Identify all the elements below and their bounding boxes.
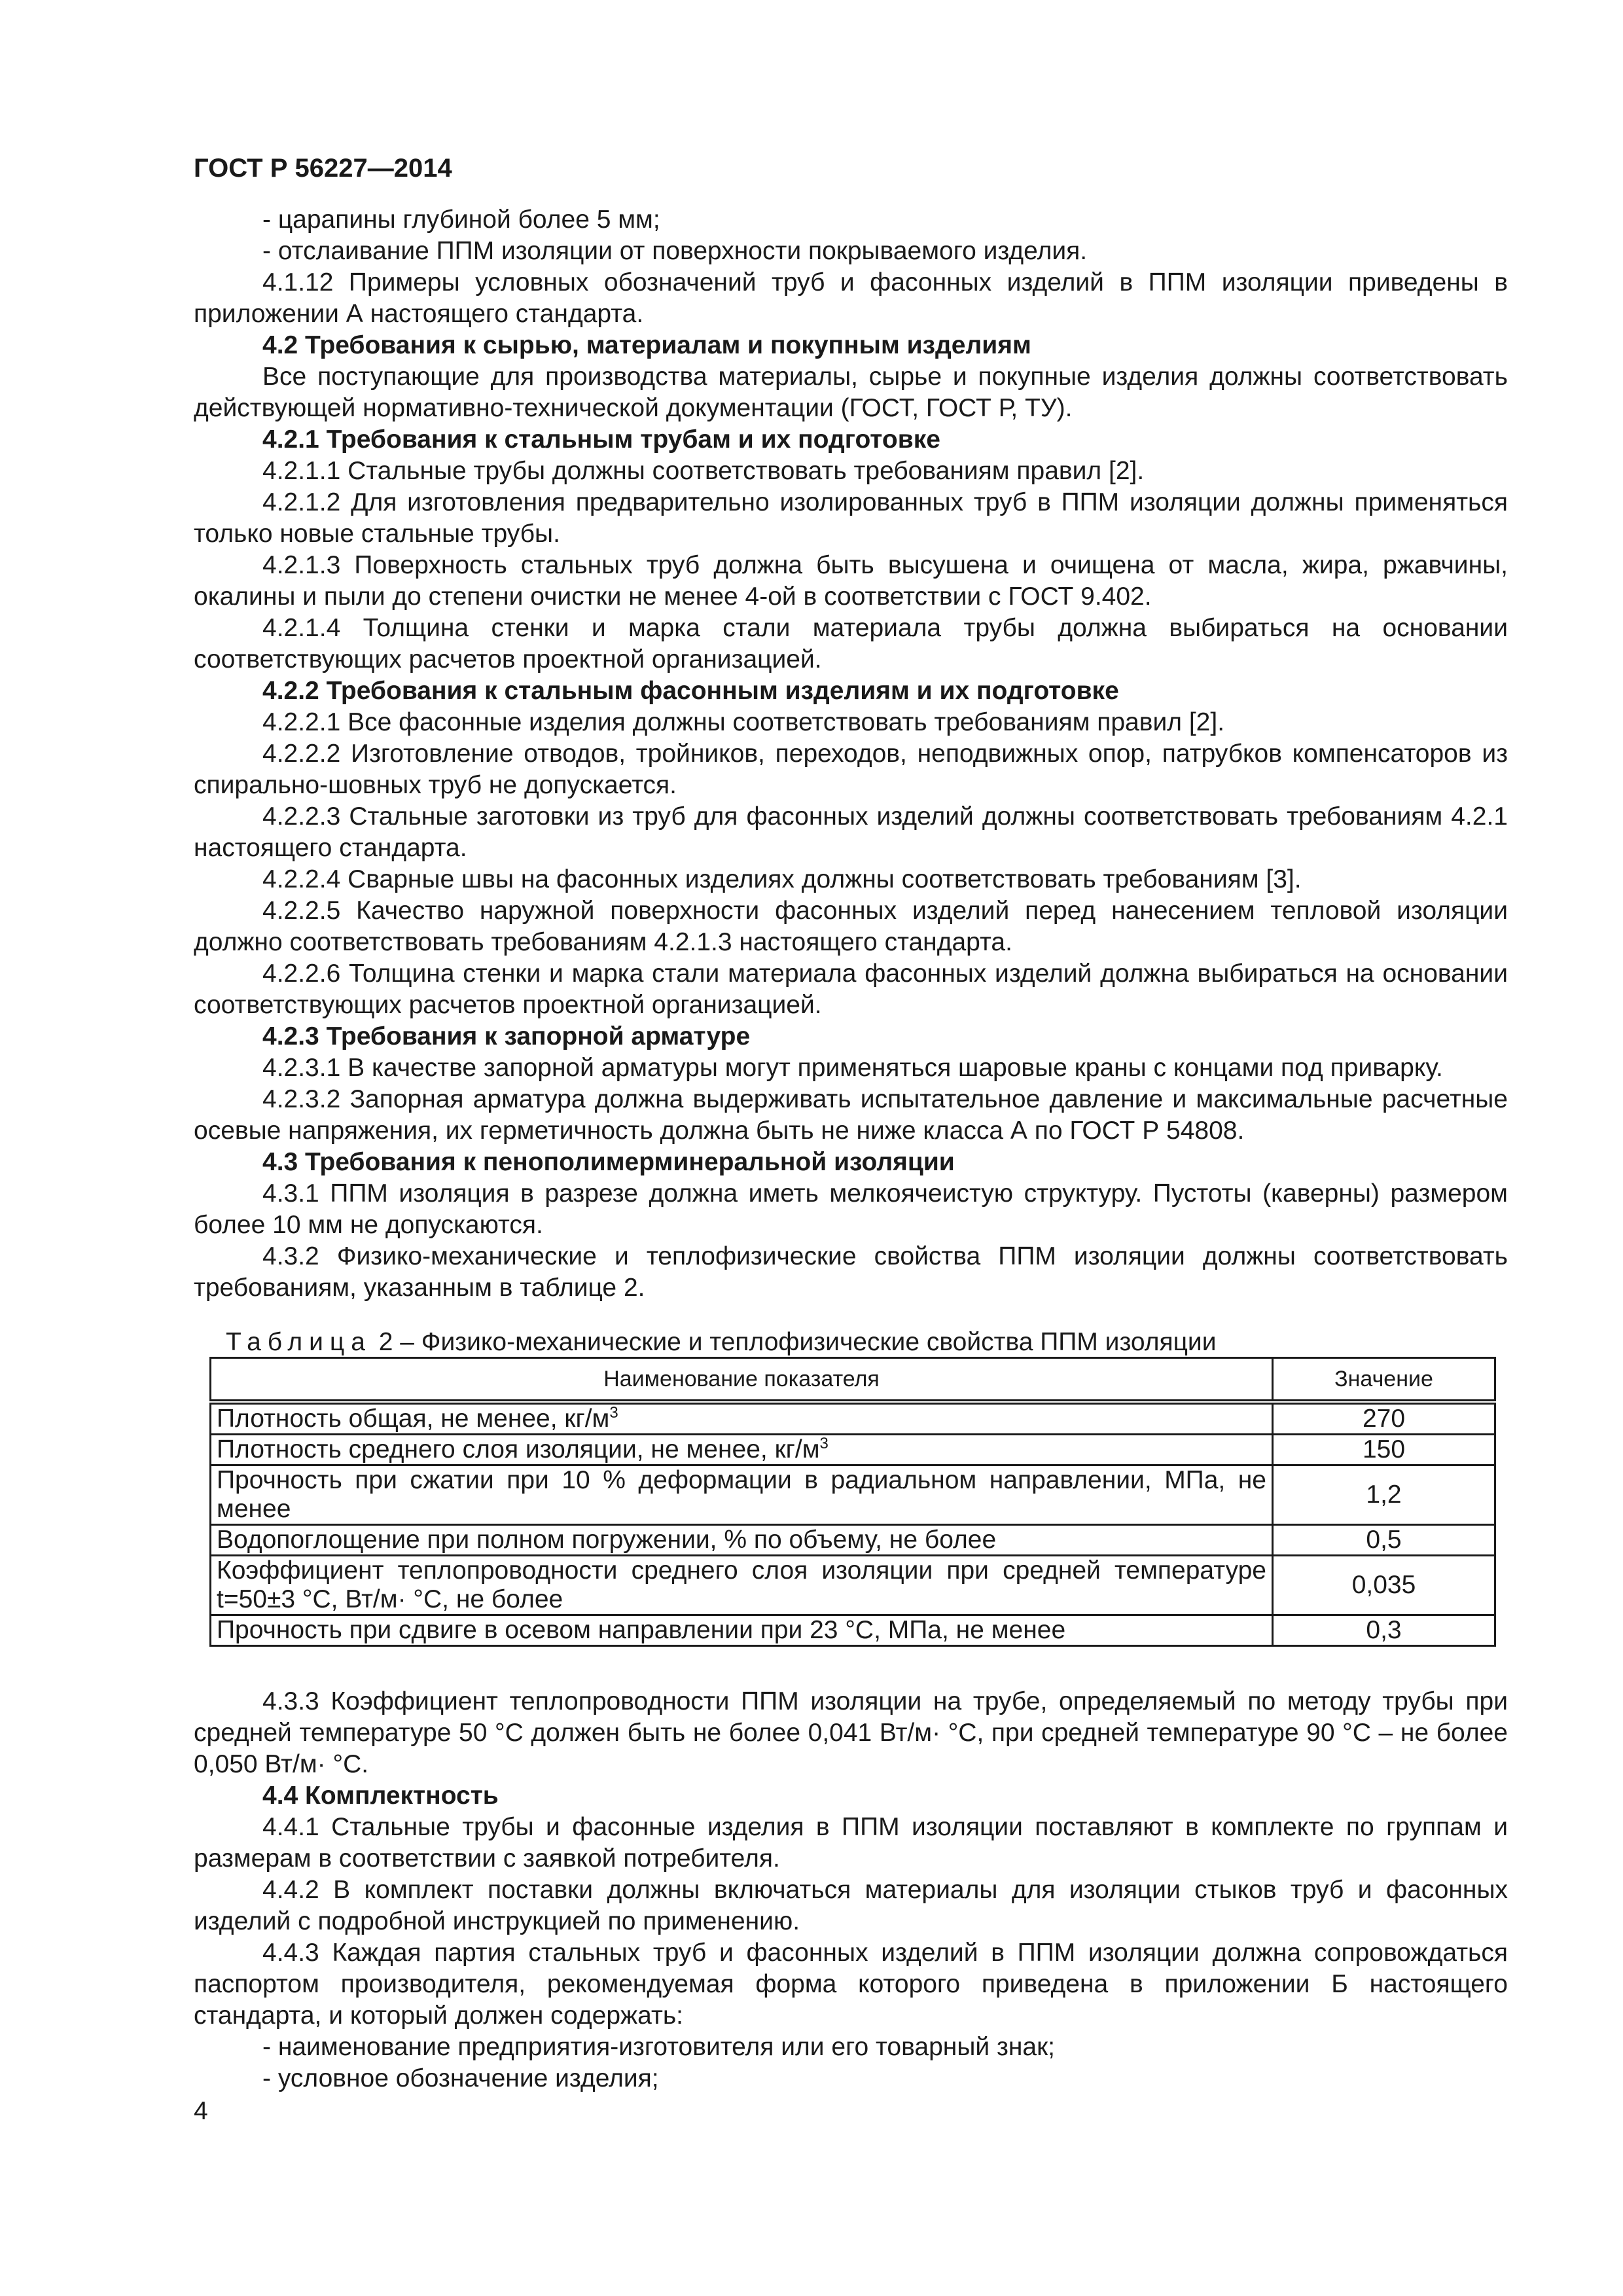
list-item: - отслаивание ППМ изоляции от поверхности покрываемого изделия. <box>262 237 1088 265</box>
paragraph: Все поступающие для производства материалы, сырье и покупные изделия должны соответствовать действующей нормативно-технической документации (ГОСТ, ГОСТ Р, ТУ). <box>194 363 1508 422</box>
unit-superscript: 3 <box>819 1435 829 1452</box>
table-row <box>211 1465 1495 1525</box>
list-item: - царапины глубиной более 5 мм; <box>262 206 660 234</box>
table-cell-value: 1,2 <box>1273 1465 1495 1525</box>
table-row <box>211 1402 1495 1435</box>
section-heading: 4.3 Требования к пенополимерминеральной изоляции <box>262 1148 955 1176</box>
indicator-name: Коэффициент теплопроводности среднего слоя изоляции при средней температуре t=50±3 °С, Вт/м· °С, не более <box>217 1556 1266 1613</box>
table-cell-value: 270 <box>1273 1402 1495 1435</box>
paragraph: 4.2.1.3 Поверхность стальных труб должна быть высушена и очищена от масла, жира, ржавчины, окалины и пыли до степени очистки не менее 4-ой в соответствии с ГОСТ 9.402. <box>194 551 1508 611</box>
section-heading: 4.2.2 Требования к стальным фасонным изделиям и их подготовке <box>262 677 1119 705</box>
paragraph: 4.3.1 ППМ изоляция в разрезе должна иметь мелкоячеистую структуру. Пустоты (каверны) размером более 10 мм не допускаются. <box>194 1179 1508 1239</box>
paragraph: 4.2.2.5 Качество наружной поверхности фасонных изделий перед нанесением тепловой изоляции должно соответствовать требованиям 4.2.1.3 настоящего стандарта. <box>194 897 1508 956</box>
table-cell-value: 0,5 <box>1273 1525 1495 1556</box>
paragraph: 4.2.1.4 Толщина стенки и марка стали материала трубы должна выбираться на основании соответствующих расчетов проектной организацией. <box>194 614 1508 673</box>
table-header-name: Наименование показателя <box>211 1358 1273 1403</box>
table-cell-value: 150 <box>1273 1435 1495 1465</box>
paragraph: 4.2.2.2 Изготовление отводов, тройников, переходов, неподвижных опор, патрубков компенсаторов из спирально-шовных труб не допускается. <box>194 740 1508 799</box>
unit-superscript: 3 <box>609 1404 618 1422</box>
paragraph: 4.4.2 В комплект поставки должны включаться материалы для изоляции стыков труб и фасонных изделий с подробной инструкцией по применению. <box>194 1876 1508 1935</box>
paragraph: 4.1.12 Примеры условных обозначений труб и фасонных изделий в ППМ изоляции приведены в приложении А настоящего стандарта. <box>194 268 1508 328</box>
indicator-name: Прочность при сжатии при 10 % деформации в радиальном направлении, МПа, не менее <box>217 1466 1266 1523</box>
document-body-before-table <box>194 204 1508 1304</box>
paragraph: 4.2.1.2 Для изготовления предварительно изолированных труб в ППМ изоляции должны применяться только новые стальные трубы. <box>194 488 1508 548</box>
table-cell-value: 0,035 <box>1273 1556 1495 1615</box>
properties-table <box>209 1357 1496 1647</box>
section-heading: 4.2.1 Требования к стальным трубам и их подготовке <box>262 425 940 454</box>
list-item: - наименование предприятия-изготовителя или его товарный знак; <box>262 2033 1055 2061</box>
list-item: - условное обозначение изделия; <box>262 2064 659 2092</box>
table-header-row <box>211 1358 1495 1403</box>
table-cell-name <box>211 1402 1273 1435</box>
paragraph: 4.2.3.2 Запорная арматура должна выдерживать испытательное давление и максимальные расчетные осевые напряжения, их герметичность должна быть не ниже класса А по ГОСТ Р 54808. <box>194 1085 1508 1145</box>
indicator-name: Плотность общая, не менее, кг/м <box>217 1405 610 1433</box>
paragraph: 4.4.3 Каждая партия стальных труб и фасонных изделий в ППМ изоляции должна сопровождаться паспортом производителя, рекомендуемая форма которого приведена в приложении Б настоящего стандарта, и который должен содержать: <box>194 1939 1508 2030</box>
table-row <box>211 1615 1495 1646</box>
table-header-value: Значение <box>1273 1358 1495 1403</box>
section-heading: 4.4 Комплектность <box>262 1782 499 1810</box>
indicator-name: Прочность при сдвиге в осевом направлении при 23 °С, МПа, не менее <box>217 1616 1066 1644</box>
table-cell-value: 0,3 <box>1273 1615 1495 1646</box>
document-header: ГОСТ Р 56227—2014 <box>194 154 452 183</box>
section-heading: 4.2.3 Требования к запорной арматуре <box>262 1022 751 1050</box>
document-body-after-table <box>194 1686 1508 2094</box>
paragraph: 4.2.2.4 Сварные швы на фасонных изделиях должны соответствовать требованиям [3]. <box>262 865 1302 893</box>
table-body <box>211 1402 1495 1646</box>
indicator-name: Плотность среднего слоя изоляции, не менее, кг/м <box>217 1435 820 1463</box>
table-cell-name <box>211 1525 1273 1556</box>
paragraph: 4.2.2.6 Толщина стенки и марка стали материала фасонных изделий должна выбираться на основании соответствующих расчетов проектной организацией. <box>194 960 1508 1019</box>
table-row <box>211 1435 1495 1465</box>
table-cell-name <box>211 1435 1273 1465</box>
paragraph: 4.4.1 Стальные трубы и фасонные изделия в ППМ изоляции поставляют в комплекте по группам и размерам в соответствии с заявкой потребителя. <box>194 1813 1508 1873</box>
table-cell-name <box>211 1465 1273 1525</box>
table-caption-title: 2 – Физико-механические и теплофизические свойства ППМ изоляции <box>371 1328 1217 1356</box>
paragraph: 4.3.2 Физико-механические и теплофизические свойства ППМ изоляции должны соответствовать требованиям, указанным в таблице 2. <box>194 1242 1508 1302</box>
table-row <box>211 1556 1495 1615</box>
indicator-name: Водопоглощение при полном погружении, % по объему, не более <box>217 1526 997 1554</box>
paragraph: 4.2.1.1 Стальные трубы должны соответствовать требованиям правил [2]. <box>262 457 1145 485</box>
table-row <box>211 1525 1495 1556</box>
table-caption <box>226 1327 1217 1358</box>
section-heading: 4.2 Требования к сырью, материалам и покупным изделиям <box>262 331 1031 359</box>
table-caption-label: Таблица <box>226 1328 372 1356</box>
page-number: 4 <box>194 2097 208 2125</box>
paragraph: 4.2.3.1 В качестве запорной арматуры могут применяться шаровые краны с концами под приварку. <box>262 1054 1443 1082</box>
table-cell-name <box>211 1615 1273 1646</box>
paragraph: 4.3.3 Коэффициент теплопроводности ППМ изоляции на трубе, определяемый по методу трубы при средней температуре 50 °С должен быть не более 0,041 Вт/м· °С, при средней температуре 90 °С – не более 0,050 Вт/м· °С. <box>194 1687 1508 1778</box>
table-cell-name <box>211 1556 1273 1615</box>
paragraph: 4.2.2.3 Стальные заготовки из труб для фасонных изделий должны соответствовать требованиям 4.2.1 настоящего стандарта. <box>194 802 1508 862</box>
paragraph: 4.2.2.1 Все фасонные изделия должны соответствовать требованиям правил [2]. <box>262 708 1225 736</box>
